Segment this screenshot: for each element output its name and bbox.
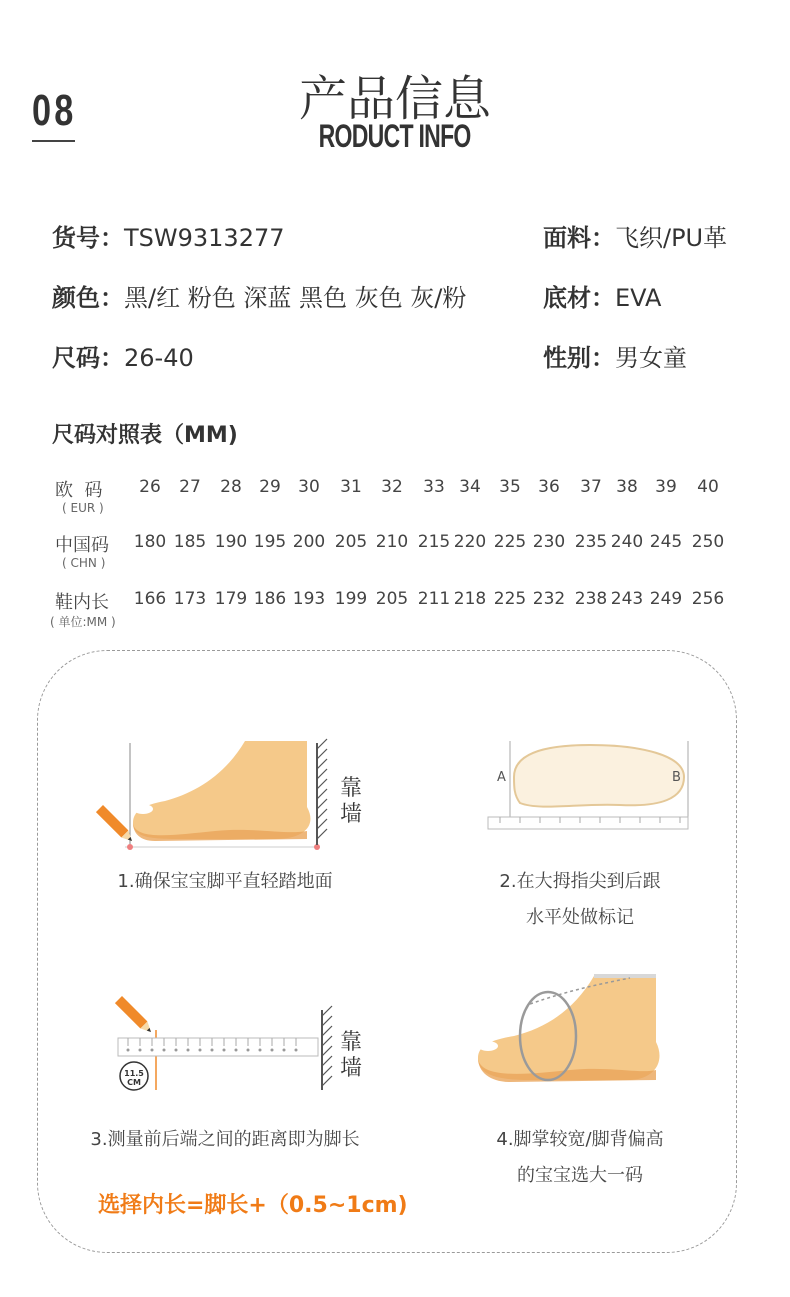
size-cell: 193 <box>292 589 326 609</box>
size-row-label: 欧 码 <box>55 480 103 501</box>
fit-tip: 选择内长=脚长+（0.5~1cm) <box>98 1193 408 1218</box>
color-label: 颜色： <box>52 284 124 312</box>
material-label: 面料： <box>543 224 615 252</box>
size-cell: 32 <box>381 477 403 497</box>
size-cell: 256 <box>691 589 725 609</box>
size-cell: 238 <box>574 589 608 609</box>
size-cell: 225 <box>493 532 527 552</box>
size-cell: 249 <box>649 589 683 609</box>
measure-badge-unit: CM <box>127 1078 141 1087</box>
wall-hatching <box>317 739 327 839</box>
size-row-unit: ( 单位:MM ) <box>50 615 116 629</box>
size-cell: 190 <box>214 532 248 552</box>
step-4-text-line2: 的宝宝选大一码 <box>517 1165 643 1186</box>
sole-label: 底材： <box>543 284 615 312</box>
size-cell: 211 <box>417 589 451 609</box>
step-2-text-line1: 2.在大拇指尖到后跟 <box>499 871 661 892</box>
size-cell: 250 <box>691 532 725 552</box>
foot-against-wall-illustration <box>95 735 375 855</box>
foot-shape <box>133 741 310 839</box>
size-cell: 235 <box>574 532 608 552</box>
toenail-2 <box>478 1041 498 1051</box>
material-value: 飞织/PU革 <box>615 224 728 252</box>
size-cell: 199 <box>334 589 368 609</box>
size-cell: 38 <box>616 477 638 497</box>
section-number: 08 <box>32 86 77 135</box>
size-cell: 26 <box>139 477 161 497</box>
gender-value: 男女童 <box>615 344 687 372</box>
pencil-icon-2 <box>115 996 155 1036</box>
size-cell: 245 <box>649 532 683 552</box>
insole-shape <box>514 745 684 807</box>
page-subtitle: RODUCT INFO <box>318 118 472 154</box>
size-cell: 31 <box>340 477 362 497</box>
size-cell: 27 <box>179 477 201 497</box>
wall-label-2: 靠墙 <box>340 1030 363 1081</box>
size-cell: 225 <box>493 589 527 609</box>
ruler-2 <box>118 1038 318 1056</box>
size-value: 26-40 <box>124 344 194 372</box>
size-cell: 232 <box>532 589 566 609</box>
size-cell: 40 <box>697 477 719 497</box>
size-cell: 35 <box>499 477 521 497</box>
item-no-label: 货号： <box>52 224 124 252</box>
size-table-title: 尺码对照表（MM) <box>52 423 238 448</box>
size-row-unit: ( EUR ) <box>62 501 104 515</box>
size-cell: 230 <box>532 532 566 552</box>
measure-badge <box>121 1069 147 1087</box>
size-cell: 180 <box>133 532 167 552</box>
measure-badge-value: 11.5 <box>124 1069 144 1078</box>
size-cell: 30 <box>298 477 320 497</box>
size-cell: 205 <box>375 589 409 609</box>
page-title: 产品信息 <box>298 71 491 127</box>
gender-label: 性别： <box>543 344 615 372</box>
size-cell: 37 <box>580 477 602 497</box>
ankle-band <box>594 974 656 978</box>
size-cell: 243 <box>610 589 644 609</box>
info-size <box>52 338 194 373</box>
wall-hatching-2 <box>322 1006 332 1086</box>
size-cell: 179 <box>214 589 248 609</box>
size-cell: 205 <box>334 532 368 552</box>
size-cell: 173 <box>173 589 207 609</box>
size-cell: 36 <box>538 477 560 497</box>
wide-foot-illustration <box>470 970 670 1090</box>
size-cell: 240 <box>610 532 644 552</box>
size-cell: 185 <box>173 532 207 552</box>
ruler <box>488 817 688 829</box>
step-3-text: 3.测量前后端之间的距离即为脚长 <box>90 1129 360 1150</box>
size-cell: 215 <box>417 532 451 552</box>
item-no-value: TSW9313277 <box>124 224 285 252</box>
insole-ruler-illustration <box>480 735 700 835</box>
ruler-2-dots <box>127 1049 298 1052</box>
size-cell: 200 <box>292 532 326 552</box>
heel-point <box>127 844 133 850</box>
step-1-text: 1.确保宝宝脚平直轻踏地面 <box>117 871 333 892</box>
size-row-unit: ( CHN ) <box>62 556 106 570</box>
toenail <box>133 804 153 814</box>
size-cell: 29 <box>259 477 281 497</box>
info-color <box>52 278 466 313</box>
size-cell: 195 <box>253 532 287 552</box>
size-label: 尺码： <box>52 344 124 372</box>
size-cell: 166 <box>133 589 167 609</box>
ruler-point-a: A <box>497 770 506 785</box>
step-4-text-line1: 4.脚掌较宽/脚背偏高 <box>496 1129 664 1150</box>
ruler-point-b: B <box>672 770 681 785</box>
info-gender <box>543 338 687 373</box>
size-cell: 28 <box>220 477 242 497</box>
size-row-label: 鞋内长 <box>55 592 109 613</box>
size-cell: 210 <box>375 532 409 552</box>
size-cell: 34 <box>459 477 481 497</box>
size-cell: 218 <box>453 589 487 609</box>
size-cell: 33 <box>423 477 445 497</box>
color-value: 黑/红 粉色 深蓝 黑色 灰色 灰/粉 <box>124 284 467 312</box>
size-cell: 220 <box>453 532 487 552</box>
size-row-label: 中国码 <box>55 535 109 556</box>
size-cell: 186 <box>253 589 287 609</box>
step-2-text-line2: 水平处做标记 <box>526 907 634 928</box>
wall-label-1: 靠墙 <box>340 776 363 827</box>
info-sole <box>543 278 661 313</box>
size-cell: 39 <box>655 477 677 497</box>
info-item-no <box>52 218 285 253</box>
info-material <box>543 218 727 253</box>
sole-value: EVA <box>615 284 662 312</box>
